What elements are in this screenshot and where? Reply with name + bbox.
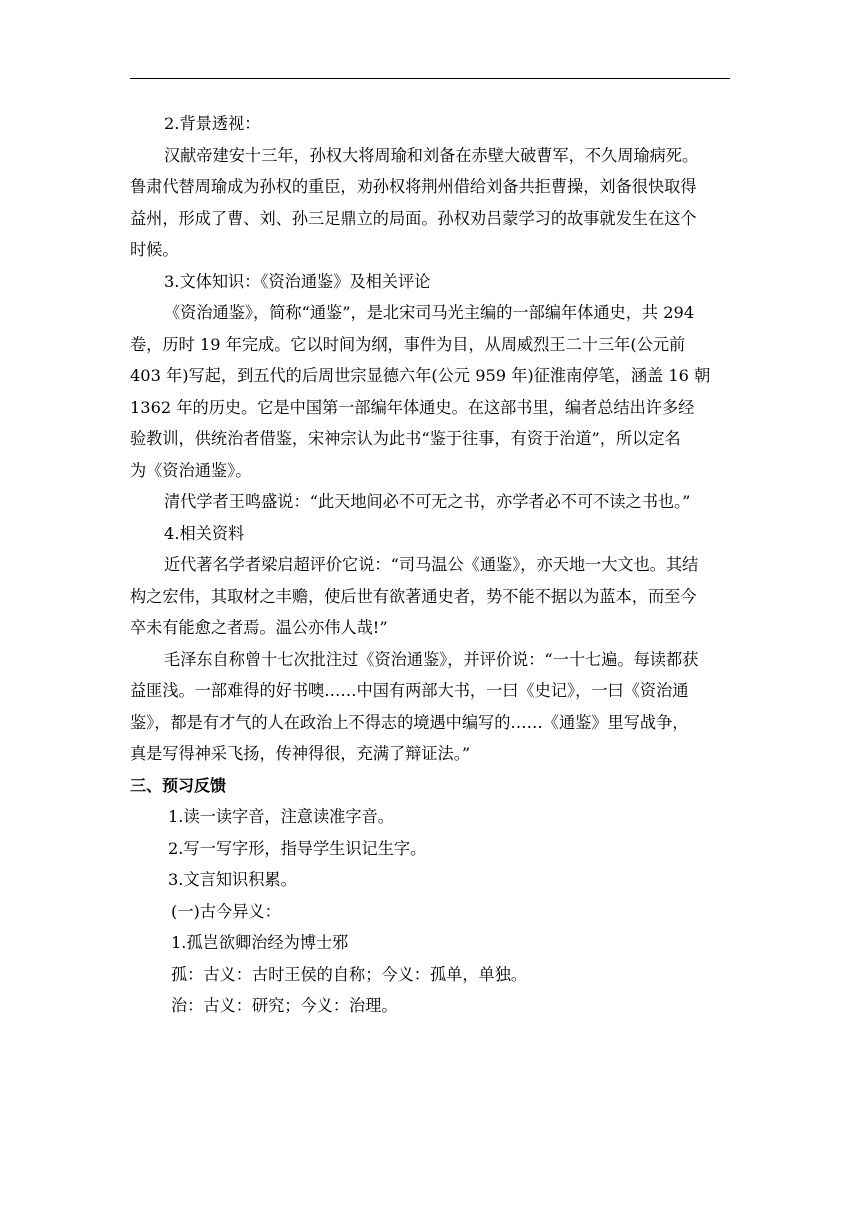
genre-heading: 3.文体知识：《资治通鉴》及相关评论 — [164, 271, 431, 291]
text-line: 1362 年的历史。它是中国第一部编年体通史。在这部书里，编者总结出许多经 — [130, 397, 695, 417]
ancient-sentence: 1.孤岂欲卿治经为博士邪 — [171, 933, 349, 952]
zhi-definition: 治：古义：研究；今义：治理。 — [171, 996, 398, 1015]
text-line: 时候。 — [130, 240, 179, 259]
text-line: 鲁肃代替周瑜成为孙权的重臣，劝孙权将荆州借给刘备共拒曹操，刘备很快取得 — [130, 177, 697, 196]
document-body — [130, 108, 732, 1022]
text-line: 卷，历时 19 年完成。它以时间为纲，事件为目，从周威烈王二十三年(公元前 — [130, 334, 686, 354]
text-line: 毛泽东自称曾十七次批注过《资治通鉴》，并评价说：“一十七遍。每读都获 — [164, 649, 699, 669]
text-line: 近代著名学者梁启超评价它说：“司马温公《通鉴》，亦天地一大文也。其结 — [164, 555, 699, 574]
text-line: 益州，形成了曹、刘、孙三足鼎立的局面。孙权劝吕蒙学习的故事就发生在这个 — [130, 208, 697, 228]
section-heading: 三、预习反馈 — [130, 775, 227, 795]
related-heading: 4.相关资料 — [164, 523, 245, 543]
genre-paragraph — [130, 297, 732, 486]
ancient-heading: (一)古今异义： — [171, 901, 281, 921]
text-line: 403 年)写起，到五代的后周世宗显德六年(公元 959 年)征淮南停笔，涵盖 16 朝 — [130, 366, 711, 385]
feedback-item: 1.读一读字音，注意读准字音。 — [168, 807, 394, 826]
text-line: 为《资治通鉴》。 — [130, 460, 252, 480]
background-heading: 2.背景透视： — [164, 114, 261, 133]
text-line: 卒未有能愈之者焉。温公亦伟人哉!” — [130, 618, 388, 637]
text-line: 益匪浅。一部难得的好书噢……中国有两部大书，一曰《史记》，一曰《资治通 — [130, 681, 689, 700]
liang-paragraph — [130, 549, 732, 644]
text-line: 鉴》，都是有才气的人在政治上不得志的境遇中编写的……《通鉴》里写战争， — [130, 712, 689, 732]
gu-definition: 孤：古义：古时王侯的自称；今义：孤单，单独。 — [171, 964, 528, 984]
text-line: 汉献帝建安十三年，孙权大将周瑜和刘备在赤壁大破曹军，不久周瑜病死。 — [164, 145, 699, 165]
text-line: 构之宏伟，其取材之丰赡，使后世有欲著通史者，势不能不据以为蓝本，而至今 — [130, 586, 697, 606]
feedback-item: 3.文言知识积累。 — [168, 870, 297, 889]
feedback-item: 2.写一写字形，指导学生识记生字。 — [168, 838, 427, 858]
text-line: 验教训，供统治者借鉴，宋神宗认为此书“鉴于往事，有资于治道”，所以定名 — [130, 429, 681, 448]
background-paragraph — [130, 140, 732, 266]
header-rule — [130, 78, 730, 79]
wang-quote: 清代学者王鸣盛说：“此天地间必不可无之书，亦学者必不可不读之书也。” — [164, 492, 691, 511]
mao-paragraph — [130, 644, 732, 770]
text-line: 真是写得神采飞扬，传神得很，充满了辩证法。” — [130, 744, 471, 763]
text-line: 《资治通鉴》，简称“通鉴”，是北宋司马光主编的一部编年体通史，共 294 — [164, 303, 695, 322]
